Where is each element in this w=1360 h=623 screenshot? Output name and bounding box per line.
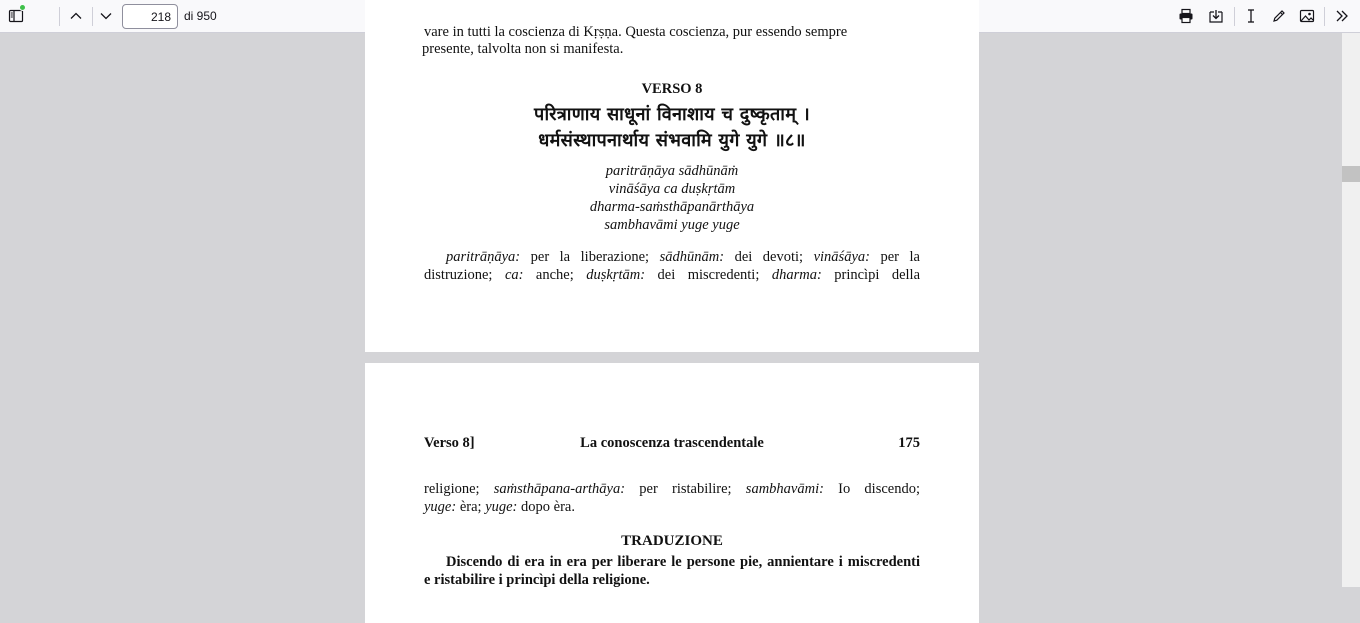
- double-chevron-right-icon: [1334, 8, 1350, 24]
- chevron-up-icon: [68, 8, 84, 24]
- sanskrit-verse-line: परित्राणाय साधूनां विनाशाय च दुष्कृताम् ।: [533, 104, 811, 125]
- synonyms-line: [424, 480, 920, 498]
- print-icon: [1178, 8, 1194, 24]
- synonym-term: duṣkṛtām:: [586, 267, 646, 283]
- page-number-label: 175: [898, 435, 920, 451]
- next-page-button[interactable]: [93, 3, 119, 29]
- image-icon: [1299, 8, 1315, 24]
- transliteration-line: vināśāya ca duṣkṛtām: [608, 181, 736, 197]
- synonym-term: yuge:: [485, 499, 518, 515]
- synonym-definition: distruzione;: [424, 267, 505, 283]
- synonym-definition: anche;: [523, 267, 587, 283]
- pen-icon: [1271, 8, 1287, 24]
- synonym-definition: religione;: [424, 481, 494, 497]
- synonyms-line: [424, 498, 575, 516]
- text-cursor-icon: [1243, 8, 1259, 24]
- synonym-definition: dei miscredenti;: [645, 267, 772, 283]
- previous-page-button[interactable]: [63, 3, 89, 29]
- synonym-term: vināśāya:: [813, 249, 870, 265]
- synonym-term: sādhūnām:: [659, 249, 725, 265]
- text-tool-button[interactable]: [1238, 3, 1264, 29]
- print-button[interactable]: [1173, 3, 1199, 29]
- synonym-definition: Io discendo;: [823, 481, 920, 497]
- translation-text-line: Discendo di era in era per liberare le persone pie, annientare i miscredenti: [446, 554, 920, 570]
- synonyms-line: [424, 248, 920, 266]
- image-tool-button[interactable]: [1294, 3, 1320, 29]
- pdf-page: [365, 0, 979, 352]
- synonym-definition: dopo èra.: [517, 499, 575, 515]
- verse-heading: VERSO 8: [641, 81, 703, 97]
- sanskrit-verse-line: धर्मसंस्थापनार्थाय संभवामि युगे युगे ॥८॥: [538, 130, 806, 151]
- pdf-viewer[interactable]: [0, 24, 1342, 588]
- toolbar-separator: [1324, 7, 1325, 26]
- synonym-term: sambhavāmi:: [745, 481, 824, 497]
- save-button[interactable]: [1203, 3, 1229, 29]
- page-count-label: di 950: [184, 9, 217, 23]
- synonym-term: ca:: [504, 267, 524, 283]
- more-tools-button[interactable]: [1329, 3, 1355, 29]
- transliteration-line: sambhavāmi yuge yuge: [604, 217, 740, 233]
- synonym-term: saṁsthāpana-arthāya:: [493, 481, 626, 497]
- synonym-definition: èra;: [456, 499, 486, 515]
- download-icon: [1208, 8, 1224, 24]
- page-number-input[interactable]: [122, 4, 178, 29]
- synonym-term: yuge:: [424, 499, 457, 515]
- synonym-term: paritrāṇāya:: [446, 249, 521, 265]
- draw-tool-button[interactable]: [1266, 3, 1292, 29]
- scrollbar-thumb[interactable]: [1342, 166, 1360, 182]
- vertical-scrollbar[interactable]: [1342, 33, 1360, 587]
- toolbar-separator: [1234, 7, 1235, 26]
- synonym-definition: dei devoti;: [724, 249, 814, 265]
- notification-dot-icon: [19, 4, 26, 11]
- transliteration-line: dharma-saṁsthāpanārthāya: [589, 199, 755, 215]
- translation-text-line: e ristabilire i princìpi della religione.: [424, 572, 650, 588]
- chevron-down-icon: [98, 8, 114, 24]
- synonym-term: dharma:: [771, 267, 822, 283]
- translation-heading: TRADUZIONE: [621, 533, 723, 549]
- transliteration-line: paritrāṇāya sādhūnāṁ: [605, 163, 739, 179]
- synonym-definition: princìpi della: [821, 267, 921, 283]
- synonyms-line: [424, 266, 920, 284]
- paragraph-text-line: vare in tutti la coscienza di Kṛṣṇa. Questa coscienza, pur essendo sempre: [424, 24, 848, 40]
- synonym-definition: per la: [869, 249, 920, 265]
- running-header-left: Verso 8]: [424, 435, 475, 451]
- toolbar-separator: [59, 7, 60, 26]
- synonym-definition: per ristabilire;: [625, 481, 746, 497]
- synonym-definition: per la liberazione;: [520, 249, 660, 265]
- pdf-page: [365, 363, 979, 623]
- running-header-title: La conoscenza trascendentale: [580, 435, 764, 451]
- paragraph-text-line: presente, talvolta non si manifesta.: [422, 41, 624, 57]
